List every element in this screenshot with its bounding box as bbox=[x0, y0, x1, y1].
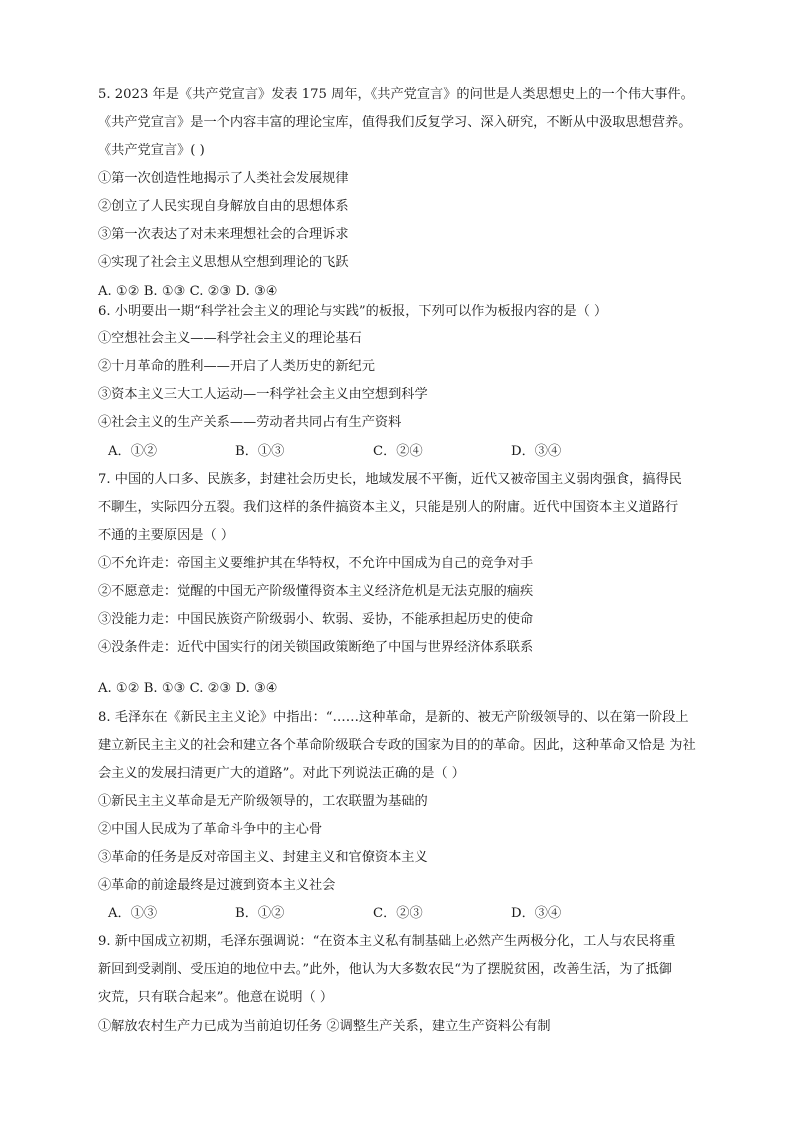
q8-option-a: A．①③ bbox=[108, 906, 158, 921]
q5-statement-4: ④实现了社会主义思想从空想到理论的飞跃 bbox=[98, 255, 349, 270]
q6-statement-1: ①空想社会主义——科学社会主义的理论基石 bbox=[98, 331, 362, 346]
q6-option-d: D．③④ bbox=[511, 444, 562, 459]
q8-statement-4: ④革命的前途最终是过渡到资本主义社会 bbox=[98, 878, 336, 893]
q7-stem-line-2: 不聊生，实际四分五裂。我们这样的条件搞资本主义，只能是别人的附庸。近代中国资本主义道路行 bbox=[98, 500, 679, 515]
q9-statements-1-2: ①解放农村生产力已成为当前迫切任务 ②调整生产关系，建立生产资料公有制 bbox=[98, 1019, 551, 1034]
q9-stem-line-3: 灾荒，只有联合起来”。他意在说明（ ） bbox=[98, 990, 334, 1005]
q7-statement-1: ①不允许走：帝国主义要维护其在华特权，不允许中国成为自己的竞争对手 bbox=[98, 556, 534, 571]
q8-stem-line-1: 8. 毛泽东在《新民主主义论》中指出：“……这种革命，是新的、被无产阶级领导的、以在第一阶段上 bbox=[98, 710, 689, 725]
q7-statement-4: ④没条件走：近代中国实行的闭关锁国政策断绝了中国与世界经济体系联系 bbox=[98, 640, 534, 655]
q7-statement-3: ③没能力走：中国民族资产阶级弱小、软弱、妥协，不能承担起历史的使命 bbox=[98, 612, 534, 627]
q6-option-a: A．①② bbox=[108, 444, 158, 459]
q7-stem-line-1: 7. 中国的人口多、民族多，封建社会历史长，地域发展不平衡，近代又被帝国主义弱肉强食，搞得民 bbox=[98, 472, 682, 487]
q5-stem-line-3: 《共产党宣言》( ) bbox=[98, 143, 205, 158]
q5-options: A. ①② B. ①③ C. ②③ D. ③④ bbox=[98, 284, 278, 299]
q9-stem-line-2: 新回到受剥削、受压迫的地位中去。”此外，他认为大多数农民“为了摆脱贫困，改善生活，为了抵御 bbox=[98, 962, 672, 977]
q8-stem-line-3: 会主义的发展扫清更广大的道路”。对此下列说法正确的是（ ） bbox=[98, 766, 465, 781]
q8-option-c: C．②③ bbox=[373, 906, 423, 921]
q6-option-b: B．①③ bbox=[235, 444, 285, 459]
q5-stem-line-1: 5. 2023 年是《共产党宣言》发表 175 周年，《共产党宣言》的问世是人类思想史上的一个伟大事件。 bbox=[98, 87, 694, 102]
q8-statement-3: ③革命的任务是反对帝国主义、封建主义和官僚资本主义 bbox=[98, 850, 428, 865]
q8-statement-1: ①新民主主义革命是无产阶级领导的，工农联盟为基础的 bbox=[98, 794, 428, 809]
q8-statement-2: ②中国人民成为了革命斗争中的主心骨 bbox=[98, 822, 323, 837]
q5-stem-line-2: 《共产党宣言》是一个内容丰富的理论宝库，值得我们反复学习、深入研究，不断从中汲取思想营养。 bbox=[98, 115, 692, 130]
q9-stem-line-1: 9. 新中国成立初期，毛泽东强调说：“在资本主义私有制基础上必然产生两极分化，工人与农民将重 bbox=[98, 934, 676, 949]
q5-statement-2: ②创立了人民实现自身解放自由的思想体系 bbox=[98, 199, 349, 214]
q5-statement-3: ③第一次表达了对未来理想社会的合理诉求 bbox=[98, 227, 349, 242]
q7-stem-line-3: 不通的主要原因是（ ） bbox=[98, 528, 235, 543]
q6-statement-4: ④社会主义的生产关系——劳动者共同占有生产资料 bbox=[98, 415, 402, 430]
q5-statement-1: ①第一次创造性地揭示了人类社会发展规律 bbox=[98, 171, 349, 186]
q6-option-c: C．②④ bbox=[373, 444, 423, 459]
q7-options: A. ①② B. ①③ C. ②③ D. ③④ bbox=[98, 681, 278, 696]
q6-statement-2: ②十月革命的胜利——开启了人类历史的新纪元 bbox=[98, 359, 375, 374]
q8-option-b: B．①② bbox=[235, 906, 285, 921]
q8-stem-line-2: 建立新民主主义的社会和建立各个革命阶级联合专政的国家为目的的革命。因此，这种革命又恰是 为社 bbox=[98, 738, 696, 753]
q6-statement-3: ③资本主义三大工人运动—一科学社会主义由空想到科学 bbox=[98, 387, 428, 402]
q7-statement-2: ②不愿意走：觉醒的中国无产阶级懂得资本主义经济危机是无法克服的痼疾 bbox=[98, 584, 534, 599]
q8-option-d: D．③④ bbox=[511, 906, 562, 921]
q6-stem-line-1: 6. 小明要出一期“科学社会主义的理论与实践”的板报，下列可以作为板报内容的是（ ） bbox=[98, 304, 608, 319]
